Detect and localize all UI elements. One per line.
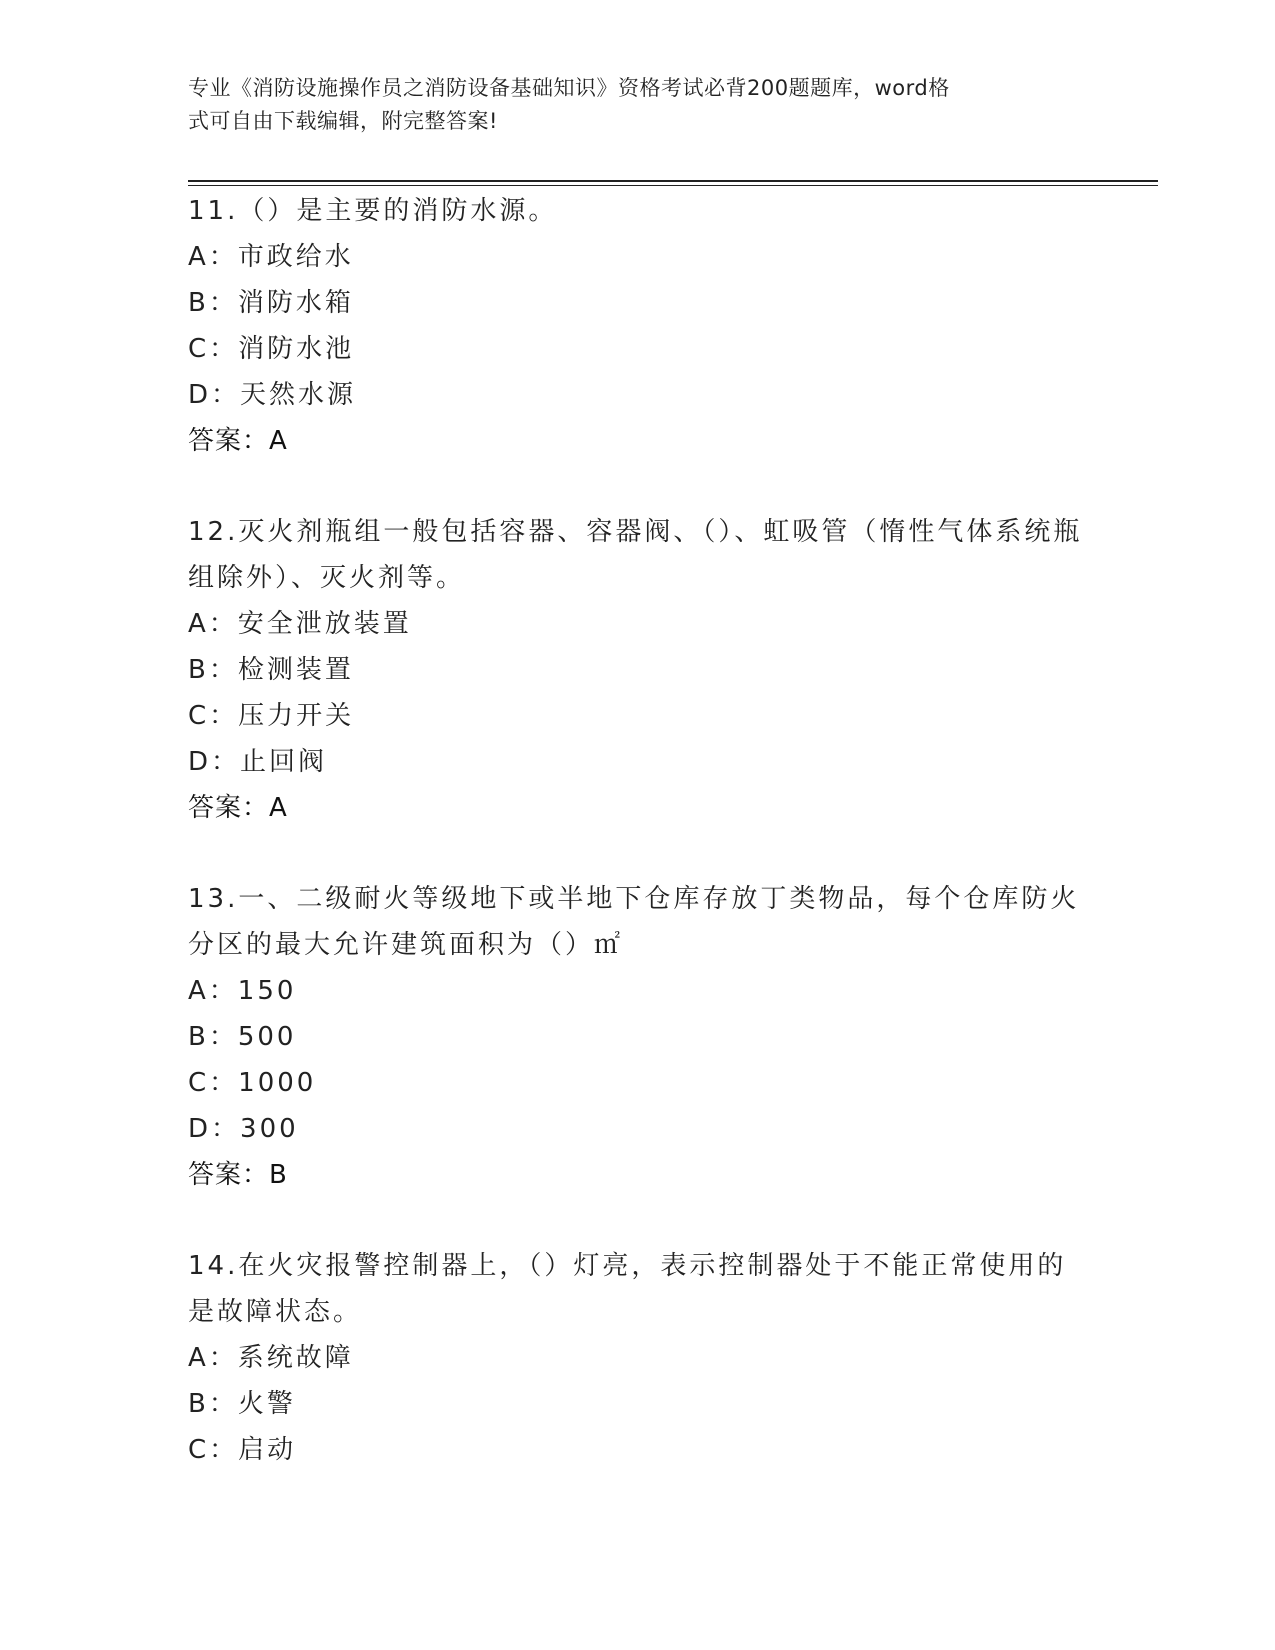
- option-a: A：市政给水: [188, 242, 354, 272]
- option-b: B：火警: [188, 1389, 296, 1419]
- option-b: B：消防水箱: [188, 288, 354, 318]
- option-a: A：系统故障: [188, 1343, 354, 1373]
- option-b: B：500: [188, 1022, 297, 1052]
- option-c: C：启动: [188, 1435, 297, 1465]
- option-c: C：1000: [188, 1068, 317, 1098]
- answer-line: 答案：A: [188, 793, 288, 823]
- option-d: D：天然水源: [188, 380, 357, 410]
- question-list: [188, 188, 1088, 1518]
- question-12: [188, 509, 1088, 831]
- question-stem: 12.灭火剂瓶组一般包括容器、容器阀、（）、虹吸管（惰性气体系统瓶组除外）、灭火剂等。: [188, 517, 1083, 593]
- answer-line: 答案：B: [188, 1160, 288, 1190]
- option-a: A：150: [188, 976, 297, 1006]
- option-c: C：消防水池: [188, 334, 355, 364]
- option-d: D：300: [188, 1114, 299, 1144]
- answer-line: 答案：A: [188, 426, 288, 456]
- header-line-2: 式可自由下载编辑，附完整答案!: [188, 109, 498, 133]
- option-d: D：止回阀: [188, 747, 328, 777]
- question-stem: 13.一、二级耐火等级地下或半地下仓库存放丁类物品，每个仓库防火分区的最大允许建筑面积为（）㎡: [188, 884, 1080, 960]
- question-14: [188, 1243, 1088, 1473]
- header-divider-thin: [188, 185, 1158, 186]
- document-header: [188, 72, 1088, 138]
- question-13: [188, 876, 1088, 1198]
- header-divider-thick: [188, 180, 1158, 182]
- question-stem: 11.（）是主要的消防水源。: [188, 196, 558, 226]
- option-a: A：安全泄放装置: [188, 609, 412, 639]
- header-line-1: 专业《消防设施操作员之消防设备基础知识》资格考试必背200题题库，word格: [188, 76, 950, 100]
- option-c: C：压力开关: [188, 701, 355, 731]
- question-stem: 14.在火灾报警控制器上，（）灯亮，表示控制器处于不能正常使用的是故障状态。: [188, 1251, 1067, 1327]
- option-b: B：检测装置: [188, 655, 354, 685]
- question-11: [188, 188, 1088, 464]
